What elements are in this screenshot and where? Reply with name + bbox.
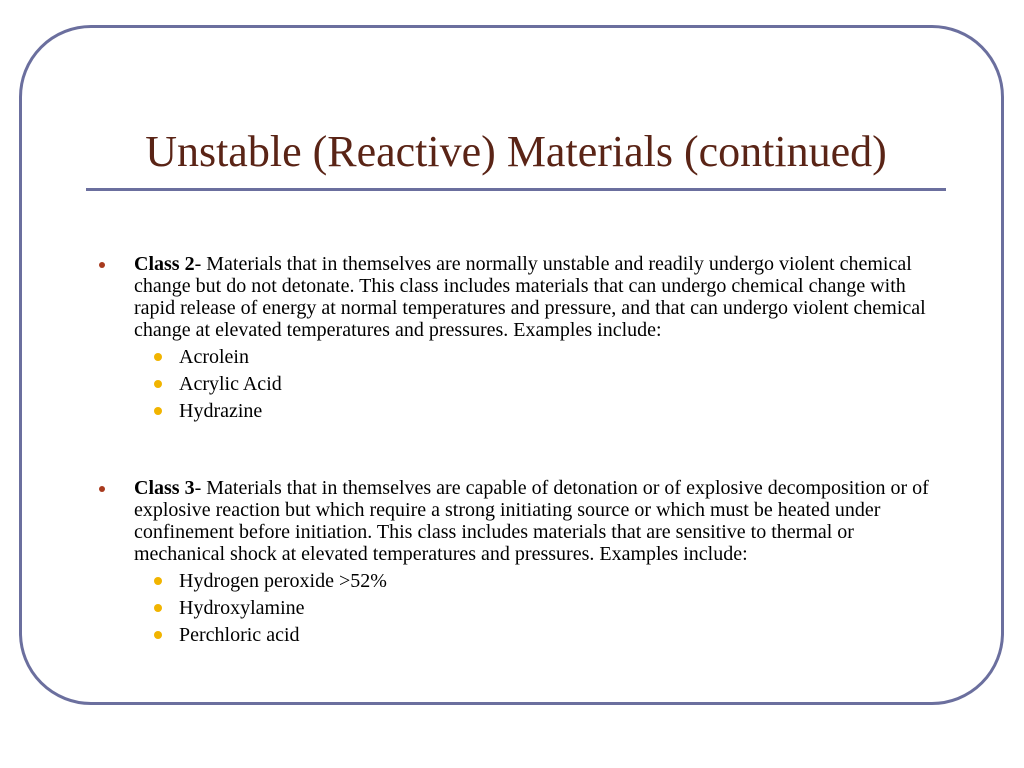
title-divider [86,188,946,191]
example-label: Hydrogen peroxide >52% [179,570,387,592]
list-item [95,622,945,649]
list-item [95,371,945,398]
class-3-section [95,477,945,649]
bullet-dot [154,407,162,415]
class-3-description: - Materials that in themselves are capable of detonation or of explosive decomposition or of explosive reaction but which require a strong initiating source or which must be heated under confinement before initiation. This class includes materials that are sensitive to thermal or mechanical shock at elevated temperatures and pressures. Examples include: [134,477,929,565]
bullet-dot [154,380,162,388]
bullet-dot [154,577,162,585]
class-3-examples [95,568,945,649]
example-label: Perchloric acid [179,624,300,646]
list-item [95,344,945,371]
class-3-label: Class 3 [134,477,195,499]
example-label: Hydroxylamine [179,597,305,619]
class-2-paragraph [134,253,945,341]
slide-title: Unstable (Reactive) Materials (continued) [145,127,887,176]
class-2-label: Class 2 [134,253,195,275]
bullet-dot [154,631,162,639]
list-item [95,398,945,425]
class-2-examples [95,344,945,425]
example-label: Acrolein [179,346,249,368]
bullet-dot [154,604,162,612]
bullet-dot [99,262,105,268]
class-3-paragraph [134,477,945,565]
bullet-dot [154,353,162,361]
class-2-section [95,253,945,425]
example-label: Acrylic Acid [179,373,282,395]
example-label: Hydrazine [179,400,263,422]
bullet-dot [99,486,105,492]
list-item [95,568,945,595]
list-item [95,595,945,622]
class-2-description: - Materials that in themselves are normally unstable and readily undergo violent chemical change but do not detonate. This class includes materials that can undergo chemical change with rapid release of energy at normal temperatures and pressure, and that can undergo violent chemical change at elevated temperatures and pressures. Examples include: [134,253,926,341]
